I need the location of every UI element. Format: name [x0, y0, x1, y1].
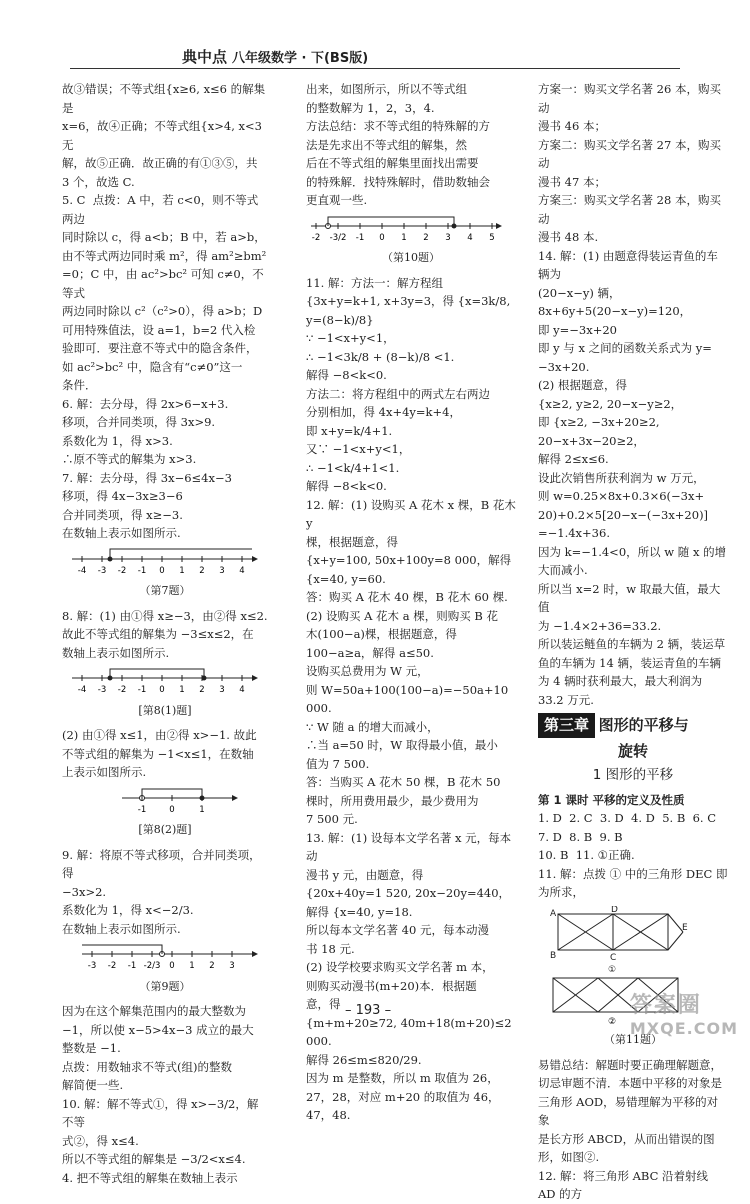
text-line: 解得 26≤m≤820/29.	[306, 1052, 422, 1067]
text-line: 所以每本文学名著 40 元，每本动漫	[306, 923, 489, 937]
text-line: {x≥2, y≥2, 20−x−y≥2，	[538, 396, 683, 411]
text-line: 三角形 AOD，易错理解为平移的对象	[538, 1094, 719, 1127]
text-line: 设此次销售所获利润为 w 万元，	[538, 470, 705, 485]
text-line: 方法二：将方程组中的两式左右两边	[306, 386, 490, 401]
col3-answers	[538, 809, 728, 902]
text-line: 又∵ −1<x+y<1，	[306, 442, 411, 456]
text-line: 27，28，对应 m+20 的取值为 46，	[306, 1089, 500, 1104]
text-line: 合并同类项，得 x≥−3.	[62, 507, 183, 522]
text-line: 8. 解：(1) 由①得 x≥−3，由②得 x≤2.	[62, 608, 268, 623]
tick-label: -2	[311, 232, 321, 243]
text-line: 7. D 8. B 9. B	[538, 829, 623, 844]
text-line: 方案二：购买文学名著 27 本，购买动	[538, 137, 721, 170]
tick-label: 0	[159, 685, 165, 695]
text-line: 因为 k=−1.4<0，所以 w 随 x 的增	[538, 544, 727, 559]
text-line: 由不等式两边同时乘 m²，得 am²≥bm²	[62, 248, 267, 263]
tick-label: 3	[445, 232, 451, 243]
text-line: 5. C 点拨：A 中，若 c<0，则不等式两边	[62, 193, 259, 226]
figure-10	[306, 214, 516, 268]
text-line: x=6，故④正确；不等式组{x>4, x<3 无	[62, 119, 266, 152]
text-line: 答：当购买 A 花木 50 棵，B 花木 50	[306, 775, 501, 789]
text-line: 4. 把不等式组的解集在数轴上表示	[62, 1170, 238, 1185]
text-line: 漫书 y 元，由题意，得	[306, 867, 424, 882]
text-line: ∴原不等式的解集为 x>3.	[62, 452, 197, 466]
text-line: {m+m+20≥72, 40m+18(m+20)≤2 000.	[306, 1015, 516, 1048]
tick-label: 3	[219, 685, 225, 695]
text-line: 1. D 2. C 3. D 4. D 5. B 6. C	[538, 811, 717, 825]
text-line: 9. 解：将原不等式移项，合并同类项，得	[62, 847, 261, 880]
tick-label: 4	[239, 565, 245, 576]
text-line: 即 {x≥2, −3x+20≥2, 20−x+3x−20≥2，	[538, 415, 664, 448]
number-line-9	[62, 942, 262, 972]
text-line: 易错总结：解题时要正确理解题意，	[538, 1057, 722, 1072]
label-d: D	[611, 905, 618, 915]
tick-label: 0	[169, 961, 175, 971]
figure-8a-caption: [第8(1)题]	[138, 703, 192, 717]
tick-label: 0	[159, 565, 165, 576]
tick-label: 5	[489, 232, 495, 243]
watermark	[630, 988, 738, 1038]
text-line: 即 y 与 x 之间的函数关系式为 y=	[538, 341, 712, 355]
text-line: 切忌审题不清．本题中平移的对象是	[538, 1076, 722, 1090]
text-line: 可用特殊值法，设 a=1，b=2 代入检	[62, 322, 256, 337]
text-line: (2) 设购买 A 花木 a 棵，则购买 B 花	[306, 608, 498, 623]
text-line: {3x+y=k+1, x+3y=3，得 {x=3k/8, y=(8−k)/8}	[306, 294, 514, 327]
section-title: 1 图形的平移	[592, 767, 674, 783]
text-line: (2) 由①得 x≤1，由②得 x>−1. 故此	[62, 728, 257, 742]
tick-label: 2	[199, 565, 205, 576]
text-line: 法是先求出不等式组的解集，然	[306, 137, 467, 152]
text-line: 验即可．要注意不等式中的隐含条件，	[62, 341, 258, 355]
text-line: 系数化为 1，得 x>3.	[62, 433, 173, 448]
book-logo: 典中点	[182, 48, 228, 66]
figure-8a	[62, 666, 268, 720]
tick-label: -4	[77, 685, 87, 695]
col1-text-8	[62, 607, 268, 663]
book-title: 八年级数学 · 下(BS版)	[232, 51, 369, 66]
text-line: 13. 解：(1) 设每本文学名著 x 元，每本动	[306, 830, 512, 863]
text-line: 数轴上表示如图所示.	[62, 645, 170, 660]
tick-label: 1	[401, 232, 407, 243]
tick-label: -3	[97, 565, 107, 576]
figure-7	[62, 547, 268, 601]
tick-label: 1	[189, 961, 195, 971]
text-line: 解简便一些.	[62, 1078, 124, 1092]
text-line: 棵时，所用费用最少，最少费用为	[306, 793, 479, 808]
text-line: 12. 解：(1) 设购买 A 花木 x 棵，B 花木 y	[306, 497, 520, 530]
page-header	[70, 42, 680, 69]
page-number: – 193 –	[345, 1003, 392, 1018]
label-a: A	[550, 908, 557, 919]
text-line: 鱼的车辆为 14 辆，装运青鱼的车辆	[538, 655, 721, 670]
tick-label: 0	[169, 804, 175, 815]
text-line: 条件．	[62, 378, 97, 392]
text-line: 因为 m 是整数，所以 m 取值为 26，	[306, 1071, 499, 1085]
figure-9	[62, 942, 268, 996]
text-line: =0；C 中，由 ac²>bc² 可知 c≠0，不等式	[62, 267, 264, 300]
text-line: 故③错误；不等式组{x≥6, x≤6 的解集是	[62, 82, 266, 115]
watermark-line-1: 答案圈	[629, 993, 702, 1018]
text-line: ∵ −1<x+y<1，	[306, 331, 395, 345]
label-e: E	[682, 922, 688, 933]
text-line: (20−x−y) 辆，	[538, 285, 621, 300]
tick-label: 1	[199, 804, 205, 815]
text-line: 出来，如图所示，所以不等式组	[306, 82, 467, 96]
tick-label: 4	[467, 232, 473, 243]
tick-label: 2	[423, 232, 429, 243]
number-line-10	[306, 214, 506, 244]
col1-text	[62, 80, 268, 543]
text-line: 方法总结：求不等式组的特殊解的方	[306, 119, 490, 133]
text-line: 20)+0.2×5[20−x−(−3x+20)]	[538, 507, 709, 522]
text-line: 解得 −8<k<0.	[306, 479, 387, 493]
text-line: 在数轴上表示如图所示.	[62, 526, 181, 540]
text-line: 因为在这个解集范围内的最大整数为	[62, 1004, 246, 1018]
text-line: 值为 7 500.	[306, 756, 370, 771]
tick-label: 4	[239, 685, 245, 695]
text-line: 14. 解：(1) 由题意得装运青鱼的车辆为	[538, 248, 718, 281]
text-line: 同时除以 c，得 a<b；B 中，若 a>b，	[62, 230, 266, 244]
text-line: 为 4 辆时获利最大，最大利润为	[538, 674, 703, 688]
sub-1: ①	[608, 964, 617, 975]
text-line: 即 x+y=k/4+1.	[306, 423, 393, 438]
label-c: C	[610, 952, 617, 963]
text-line: 系数化为 1，得 x<−2/3.	[62, 903, 194, 917]
tick-label: -1	[137, 804, 147, 815]
text-line: 所以装运鲢鱼的车辆为 2 辆，装运草	[538, 637, 726, 651]
text-line: 则 w=0.25×8x+0.3×6(−3x+	[538, 489, 705, 503]
text-line: (2) 设学校要求购买文学名著 m 本，	[306, 960, 494, 974]
lesson-title: 第 1 课时 平移的定义及性质	[538, 792, 685, 807]
text-line: 两边同时除以 c²（c²>0），得 a>b；D	[62, 304, 263, 318]
text-line: 形，如图②.	[538, 1150, 600, 1164]
col1-text-10	[62, 1002, 268, 1187]
chapter-label: 第三章	[538, 713, 595, 738]
tick-label: -3	[87, 961, 97, 971]
text-line: 则 W=50a+100(100−a)=−50a+10 000.	[306, 682, 512, 715]
tick-label: 3	[229, 961, 235, 971]
tick-label: 1	[179, 565, 185, 576]
chapter-title-a: 图形的平移与	[598, 716, 689, 734]
text-line: 故此不等式组的解集为 −3≤x≤2，在	[62, 627, 254, 641]
watermark-line-2: MXQE.COM	[629, 1019, 738, 1038]
text-line: 则购买动漫书(m+20)本．根据题	[306, 978, 477, 993]
text-line: {20x+40y=1 520, 20x−20y=440，解得 {x=40, y=18.	[306, 886, 511, 919]
text-line: 解得 2≤x≤6.	[538, 452, 609, 466]
text-line: 47，48.	[306, 1108, 351, 1122]
text-line: ∴当 a=50 时，W 取得最小值，最小	[306, 738, 498, 752]
text-line: 所以当 x=2 时，w 取最大值，最大值	[538, 581, 721, 614]
text-line: 7 500 元.	[306, 812, 358, 826]
text-line: 分别相加，得 4x+4y=k+4，	[306, 405, 461, 419]
tick-label: -2/3	[143, 961, 161, 971]
text-line: 整数是 −1.	[62, 1041, 121, 1055]
text-line: ∴ −1<k/4+1<1.	[306, 460, 400, 475]
text-line: 上表示如图所示.	[62, 765, 147, 779]
text-line: 大而减小.	[538, 563, 588, 577]
chapter-title-b: 旋转	[617, 741, 648, 760]
text-line: ∴ −1<3k/8 + (8−k)/8 <1.	[306, 349, 455, 364]
tick-label: -3	[97, 685, 107, 695]
text-line: 方案一：购买文学名著 26 本，购买动	[538, 82, 721, 115]
tick-label: -2	[107, 961, 117, 971]
col2-text	[306, 80, 516, 210]
text-line: 漫书 48 本.	[538, 230, 599, 244]
tick-label: 1	[179, 685, 185, 695]
text-line: 点拨：用数轴求不等式(组)的整数	[62, 1059, 232, 1074]
chapter-heading	[538, 709, 728, 738]
text-line: {x+y=100, 50x+100y=8 000，解得 {x=40, y=60.	[306, 553, 515, 586]
text-line: 10. 解：解不等式①，得 x>−3/2，解不等	[62, 1096, 259, 1129]
text-line: 在数轴上表示如图所示.	[62, 921, 181, 936]
text-line: 木(100−a)棵，根据题意，得	[306, 627, 457, 641]
text-line: 6. 解：去分母，得 2x>6−x+3.	[62, 396, 229, 411]
tick-label: 3	[219, 565, 225, 576]
figure-11-caption: （第11题）	[604, 1033, 662, 1046]
text-line: 移项，得 4x−3x≥3−6	[62, 489, 183, 503]
text-line: 11. 解：点拨 ① 中的三角形 DEC 即为所求，	[538, 866, 728, 899]
text-line: 的整数解为 1，2，3，4.	[306, 100, 435, 115]
text-line: 意，得	[306, 997, 341, 1011]
tick-label: -4	[77, 565, 87, 576]
text-line: 是长方形 ABCD，从而出错误的图	[538, 1131, 715, 1146]
text-line: 10. B 11. ①正确.	[538, 848, 635, 862]
tick-label: -1	[127, 961, 137, 971]
number-line-8a	[62, 666, 262, 696]
text-line: ∵ W 随 a 的增大而减小，	[306, 719, 439, 734]
text-line: 书 18 元.	[306, 941, 355, 956]
text-line: 设购买总费用为 W 元，	[306, 664, 429, 678]
text-line: =−1.4x+36.	[538, 526, 610, 540]
text-line: 式②，得 x≤4.	[62, 1133, 139, 1148]
text-line: 后在不等式组的解集里面找出需要	[306, 156, 479, 170]
col2-text-11	[306, 274, 520, 1125]
text-line: 棵，根据题意，得	[306, 534, 398, 549]
tick-label: -3/2	[329, 232, 347, 243]
tick-label: -1	[137, 685, 147, 695]
col3-text	[538, 80, 728, 709]
label-b: B	[550, 950, 557, 961]
tick-label: -1	[355, 232, 365, 243]
number-line-8b	[62, 786, 262, 816]
tick-label: 2	[199, 685, 205, 695]
figure-8b	[62, 786, 268, 840]
text-line: 所以不等式组的解集是 −3/2<x≤4.	[62, 1152, 246, 1166]
tick-label: 0	[379, 232, 385, 243]
text-line: 更直观一些.	[306, 193, 368, 207]
text-line: 解，故⑤正确．故正确的有①③⑤，共	[62, 156, 258, 170]
text-line: 8x+6y+5(20−x−y)=120，	[538, 304, 692, 318]
column-1	[62, 80, 268, 1187]
tick-label: -1	[137, 565, 147, 576]
text-line: 12. 解：将三角形 ABC 沿着射线 AD 的方	[538, 1168, 712, 1201]
text-line: −3x+20.	[538, 359, 590, 374]
text-line: −1，所以使 x−5>4x−3 成立的最大	[62, 1022, 254, 1037]
text-line: 的特殊解．找特殊解时，借助数轴会	[306, 174, 490, 189]
text-line: 33.2 万元.	[538, 692, 594, 707]
text-line: 100−a≥a，解得 a≤50.	[306, 645, 434, 660]
text-line: 移项，合并同类项，得 3x>9.	[62, 415, 216, 429]
tick-label: -2	[117, 565, 127, 576]
col3-text-summary	[538, 1056, 728, 1204]
figure-8b-caption: [第8(2)题]	[138, 823, 192, 836]
col1-text-8-2	[62, 726, 268, 782]
figure-7-caption: （第7题）	[139, 584, 191, 597]
tick-label: 2	[209, 961, 215, 971]
text-line: 不等式组的解集为 −1<x≤1，在数轴	[62, 746, 254, 761]
text-line: 方案三：购买文学名著 28 本，购买动	[538, 193, 721, 226]
tick-label: -2	[117, 685, 127, 695]
text-line: 漫书 47 本；	[538, 174, 606, 189]
sub-2: ②	[608, 1016, 617, 1026]
figure-10-caption: （第10题）	[382, 251, 440, 264]
column-2	[306, 80, 520, 1125]
text-line: 即 y=−3x+20	[538, 322, 617, 337]
text-line: −3x>2.	[62, 884, 107, 899]
text-line: 11. 解：方法一：解方程组	[306, 275, 443, 290]
text-line: 答：购买 A 花木 40 棵，B 花木 60 棵.	[306, 590, 508, 604]
figure-9-caption: （第9题）	[139, 979, 191, 993]
text-line: 漫书 46 本；	[538, 119, 606, 133]
text-line: (2) 根据题意，得	[538, 378, 627, 392]
text-line: 如 ac²>bc² 中，隐含有“c≠0”这一	[62, 359, 243, 374]
number-line-7	[62, 547, 262, 577]
text-line: 3 个，故选 C.	[62, 174, 135, 189]
text-line: 为 −1.4×2+36=33.2.	[538, 618, 662, 633]
text-line: 7. 解：去分母，得 3x−6≤4x−3	[62, 470, 232, 485]
text-line: 解得 −8<k<0.	[306, 368, 387, 382]
col1-text-9	[62, 846, 268, 939]
